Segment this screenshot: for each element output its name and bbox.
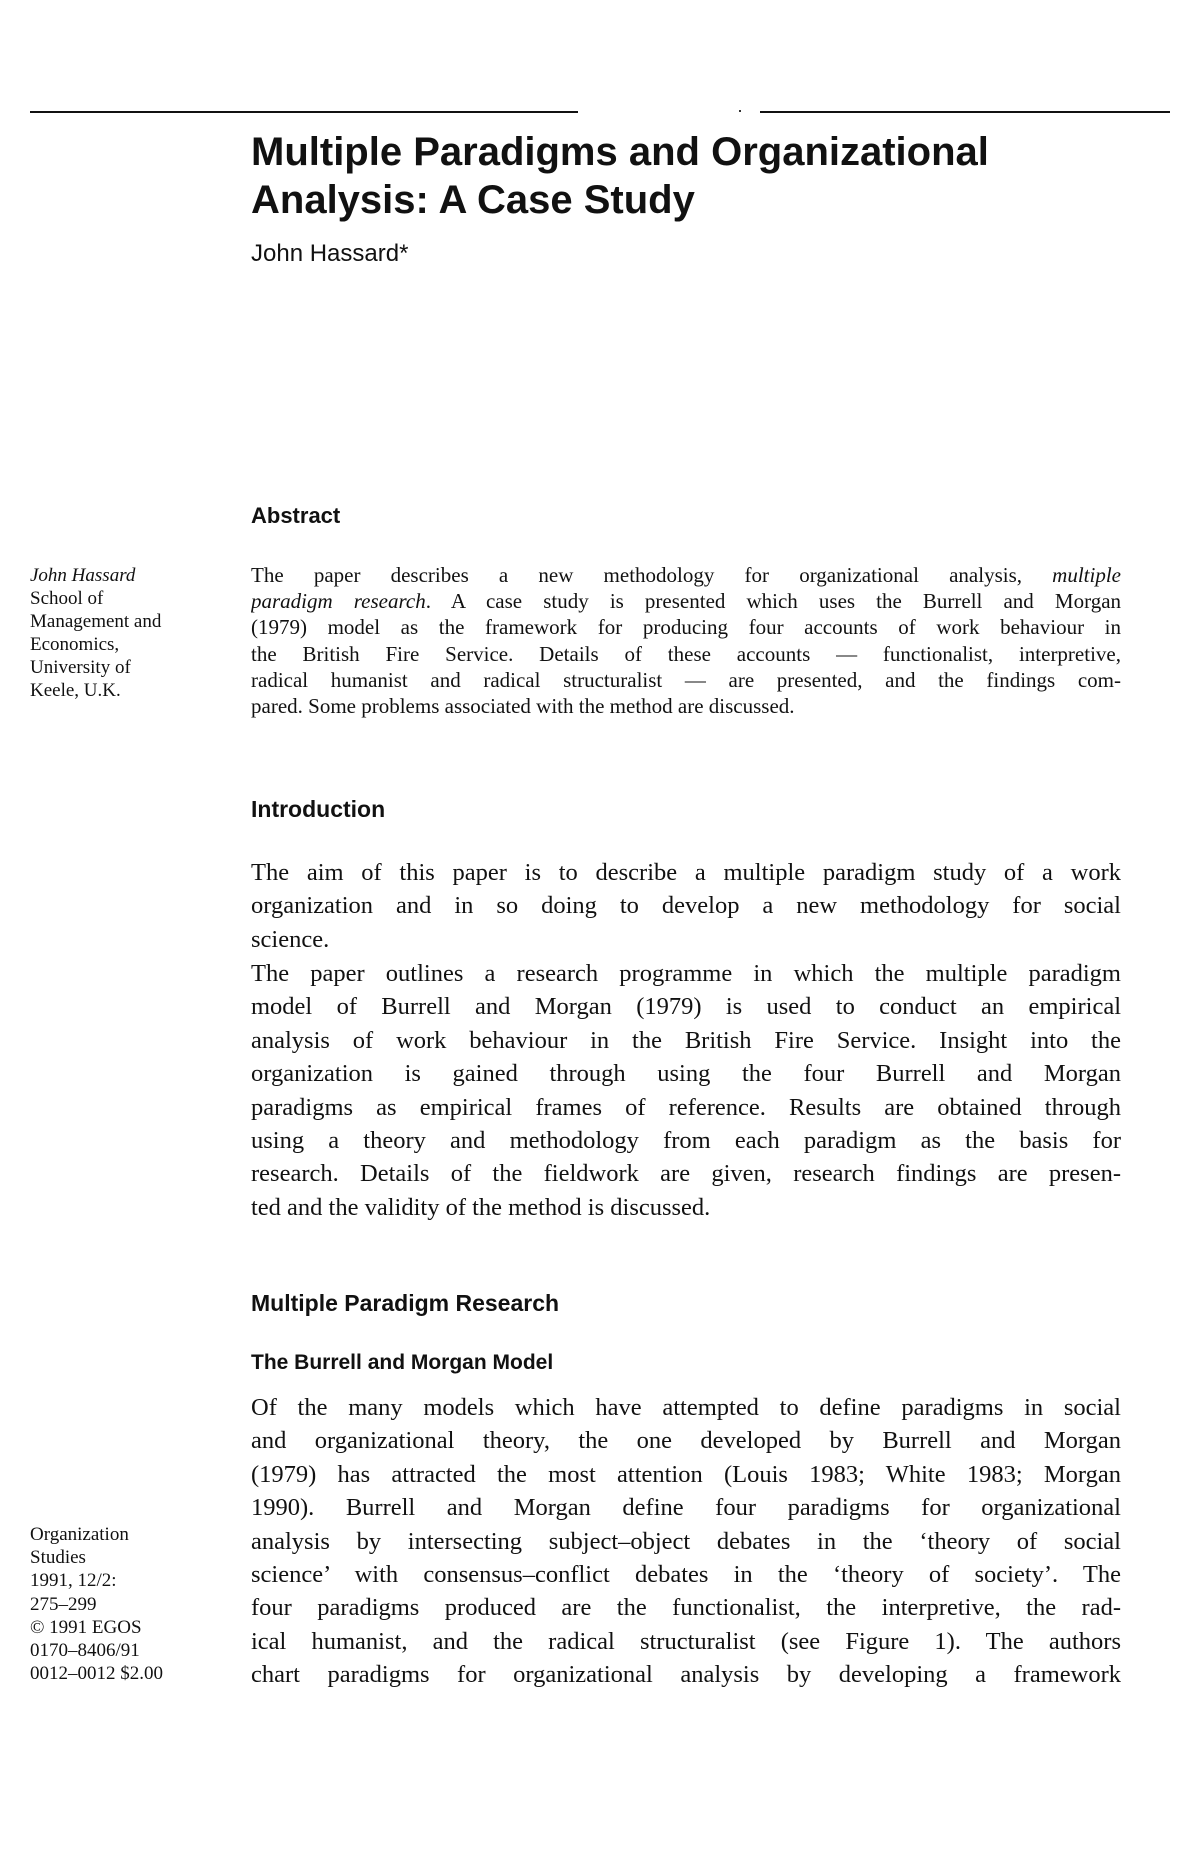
abstract-line: radical humanist and radical structuralist — are presented, and the findings com- <box>251 667 1121 692</box>
affiliation-line: Keele, U.K. <box>30 680 121 701</box>
journal-line: Organization <box>30 1524 129 1545</box>
scan-mark <box>739 110 741 112</box>
burrell-morgan-paragraph <box>251 1391 1121 1692</box>
journal-line: 0170–8406/91 <box>30 1640 140 1662</box>
author-name: John Hassard* <box>251 240 409 267</box>
body-line: organization is gained through using the four Burrell and Morgan <box>251 1060 1121 1088</box>
body-line: The aim of this paper is to describe a multiple paradigm study of a work <box>251 859 1121 886</box>
abstract-line: (1979) model as the framework for producing four accounts of work behaviour in <box>251 615 1121 640</box>
journal-line: Studies <box>30 1547 86 1569</box>
title-line: Analysis: A Case Study <box>251 178 695 222</box>
abstract-line: The paper describes a new methodology for organizational analysis, multiple <box>251 563 1121 587</box>
body-line: Of the many models which have attempted to define paradigms in social <box>251 1394 1121 1421</box>
body-line: chart paradigms for organizational analysis by developing a framework <box>251 1661 1121 1689</box>
abstract-text <box>251 562 1121 719</box>
title-line: Multiple Paradigms and Organizational <box>251 130 989 174</box>
affiliation-line: School of <box>30 588 104 609</box>
body-line: organization and in so doing to develop a new methodology for social <box>251 892 1121 920</box>
body-line: using a theory and methodology from each paradigm as the basis for <box>251 1127 1121 1155</box>
affiliation-line: University of <box>30 657 131 678</box>
abstract-line: pared. Some problems associated with the method are discussed. <box>251 694 795 719</box>
top-rule-right <box>760 111 1170 113</box>
body-line: analysis by intersecting subject–object debates in the ‘theory of social <box>251 1527 1121 1555</box>
body-line: The paper outlines a research programme in which the multiple paradigm <box>251 960 1121 987</box>
body-line: ical humanist, and the radical structuralist (see Figure 1). The authors <box>251 1627 1121 1655</box>
body-line: paradigms as empirical frames of reference. Results are obtained through <box>251 1093 1121 1121</box>
body-line: science. <box>251 925 330 953</box>
abstract-line: paradigm research. A case study is presented which uses the Burrell and Morgan <box>251 589 1121 614</box>
section-heading-multiple-paradigm: Multiple Paradigm Research <box>251 1290 560 1316</box>
affiliation-line: Economics, <box>30 634 120 655</box>
body-line: model of Burrell and Morgan (1979) is used to conduct an empirical <box>251 993 1121 1021</box>
introduction-heading: Introduction <box>251 796 386 822</box>
affiliation-line: Management and <box>30 611 162 632</box>
paper-title <box>251 128 1131 224</box>
journal-line: © 1991 EGOS <box>30 1616 142 1638</box>
affiliation-sidebar <box>30 564 220 702</box>
abstract-line: the British Fire Service. Details of these accounts — functionalist, interpretive, <box>251 641 1121 666</box>
abstract-heading: Abstract <box>251 503 341 528</box>
subsection-heading-burrell-morgan: The Burrell and Morgan Model <box>251 1351 554 1374</box>
journal-line: 275–299 <box>30 1593 97 1615</box>
body-line: four paradigms produced are the functionalist, the interpretive, the rad- <box>251 1594 1121 1622</box>
body-line: and organizational theory, the one developed by Burrell and Morgan <box>251 1427 1121 1455</box>
journal-info-sidebar <box>30 1523 220 1685</box>
body-line: research. Details of the fieldwork are given, research findings are presen- <box>251 1160 1121 1188</box>
body-line: science’ with consensus–conflict debates in the ‘theory of society’. The <box>251 1561 1121 1589</box>
journal-line: 1991, 12/2: <box>30 1570 117 1592</box>
body-line: 1990). Burrell and Morgan define four paradigms for organizational <box>251 1494 1121 1522</box>
journal-line: 0012–0012 $2.00 <box>30 1663 163 1685</box>
body-line: (1979) has attracted the most attention (Louis 1983; White 1983; Morgan <box>251 1460 1121 1488</box>
intro-paragraph-1 <box>251 856 1121 956</box>
top-rule-left <box>30 111 578 113</box>
body-line: ted and the validity of the method is discussed. <box>251 1193 711 1221</box>
intro-paragraph-2 <box>251 957 1121 1224</box>
body-line: analysis of work behaviour in the British Fire Service. Insight into the <box>251 1026 1121 1054</box>
affiliation-author: John Hassard <box>30 565 136 586</box>
